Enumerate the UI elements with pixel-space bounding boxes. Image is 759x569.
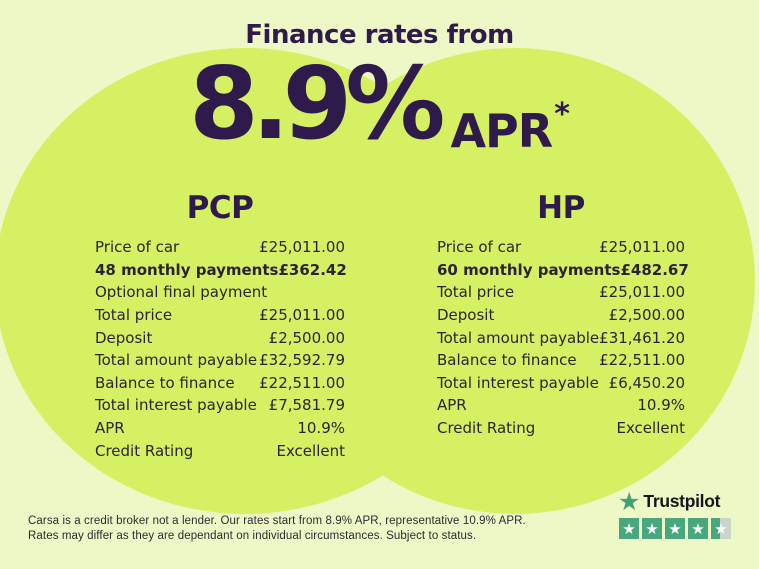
row-label: Credit Rating <box>437 419 536 438</box>
table-row <box>437 372 685 395</box>
table-row <box>437 326 685 349</box>
table-row <box>95 372 345 395</box>
row-label: 60 monthly payments <box>437 260 621 279</box>
table-row <box>437 304 685 327</box>
disclaimer <box>28 514 526 543</box>
row-value: £6,450.20 <box>608 373 685 392</box>
table-row <box>95 326 345 349</box>
pcp-table <box>95 190 345 462</box>
row-label: 48 monthly payments <box>95 260 279 279</box>
rate-suffix: APR <box>450 104 553 158</box>
row-value: 10.9% <box>297 419 345 438</box>
table-row <box>437 281 685 304</box>
table-row <box>95 394 345 417</box>
row-label: Total interest payable <box>95 396 257 415</box>
trustpilot-star-icon: ★ <box>618 487 641 516</box>
row-label: Total price <box>95 306 173 325</box>
row-value: £7,581.79 <box>268 396 345 415</box>
row-label: Deposit <box>437 306 495 325</box>
row-value: £22,511.00 <box>599 351 685 370</box>
rating-star-icon: ★ <box>688 518 708 539</box>
row-label: Total price <box>437 283 515 302</box>
row-value: £25,011.00 <box>259 238 345 257</box>
hp-table <box>437 190 689 439</box>
headline-rate <box>0 45 759 162</box>
disclaimer-line-1: Carsa is a credit broker not a lender. Our rates start from 8.9% APR, representative 10.9% APR. <box>28 515 526 527</box>
rating-star-icon: ★ <box>619 518 639 539</box>
table-row <box>95 281 345 304</box>
row-value: £22,511.00 <box>259 373 345 392</box>
row-label: Deposit <box>95 328 153 347</box>
rating-half-star-icon: ★ <box>711 518 731 539</box>
rating-star-icon: ★ <box>642 518 662 539</box>
row-value: £25,011.00 <box>599 283 685 302</box>
row-label: APR <box>437 396 467 415</box>
row-label: Total amount payable <box>437 328 600 347</box>
table-row <box>437 417 685 440</box>
trustpilot-logo <box>618 489 738 514</box>
row-label: Total interest payable <box>437 373 599 392</box>
row-value: £2,500.00 <box>608 306 685 325</box>
hp-table-title: HP <box>537 190 585 226</box>
trustpilot-widget[interactable] <box>618 489 738 539</box>
table-row <box>95 439 345 462</box>
trustpilot-rating-4-5-stars <box>619 518 738 539</box>
pcp-table-title: PCP <box>186 190 254 226</box>
table-row <box>95 236 345 259</box>
table-row <box>95 259 345 282</box>
row-value: £2,500.00 <box>268 328 345 347</box>
table-row <box>437 236 685 259</box>
row-value: £25,011.00 <box>599 238 685 257</box>
table-row <box>95 349 345 372</box>
table-row <box>437 394 685 417</box>
row-value: Excellent <box>616 419 685 438</box>
trustpilot-brand-text: Trustpilot <box>643 491 721 511</box>
row-label: Balance to finance <box>437 351 577 370</box>
row-value: £25,011.00 <box>259 306 345 325</box>
row-value: £362.42 <box>278 260 347 279</box>
page-title: Finance rates from <box>245 20 514 50</box>
row-label: Price of car <box>95 238 180 257</box>
row-value: £32,592.79 <box>259 351 345 370</box>
rate-value: 8.9% <box>189 45 439 162</box>
row-value: £31,461.20 <box>599 328 686 347</box>
row-label: Total amount payable <box>95 351 258 370</box>
table-row <box>437 259 689 282</box>
table-row <box>437 349 685 372</box>
table-row <box>95 304 345 327</box>
row-value: £482.67 <box>620 260 689 279</box>
row-label: Price of car <box>437 238 522 257</box>
row-value: Excellent <box>276 441 345 460</box>
row-label: Balance to finance <box>95 373 235 392</box>
rate-asterisk: * <box>554 97 570 132</box>
disclaimer-line-2: Rates may differ as they are dependant on individual circumstances. Subject to status. <box>28 529 477 542</box>
row-label: APR <box>95 419 125 438</box>
row-label: Optional final payment <box>95 283 268 302</box>
rating-star-icon: ★ <box>665 518 685 539</box>
row-value: 10.9% <box>637 396 685 415</box>
table-row <box>95 417 345 440</box>
row-label: Credit Rating <box>95 441 194 460</box>
